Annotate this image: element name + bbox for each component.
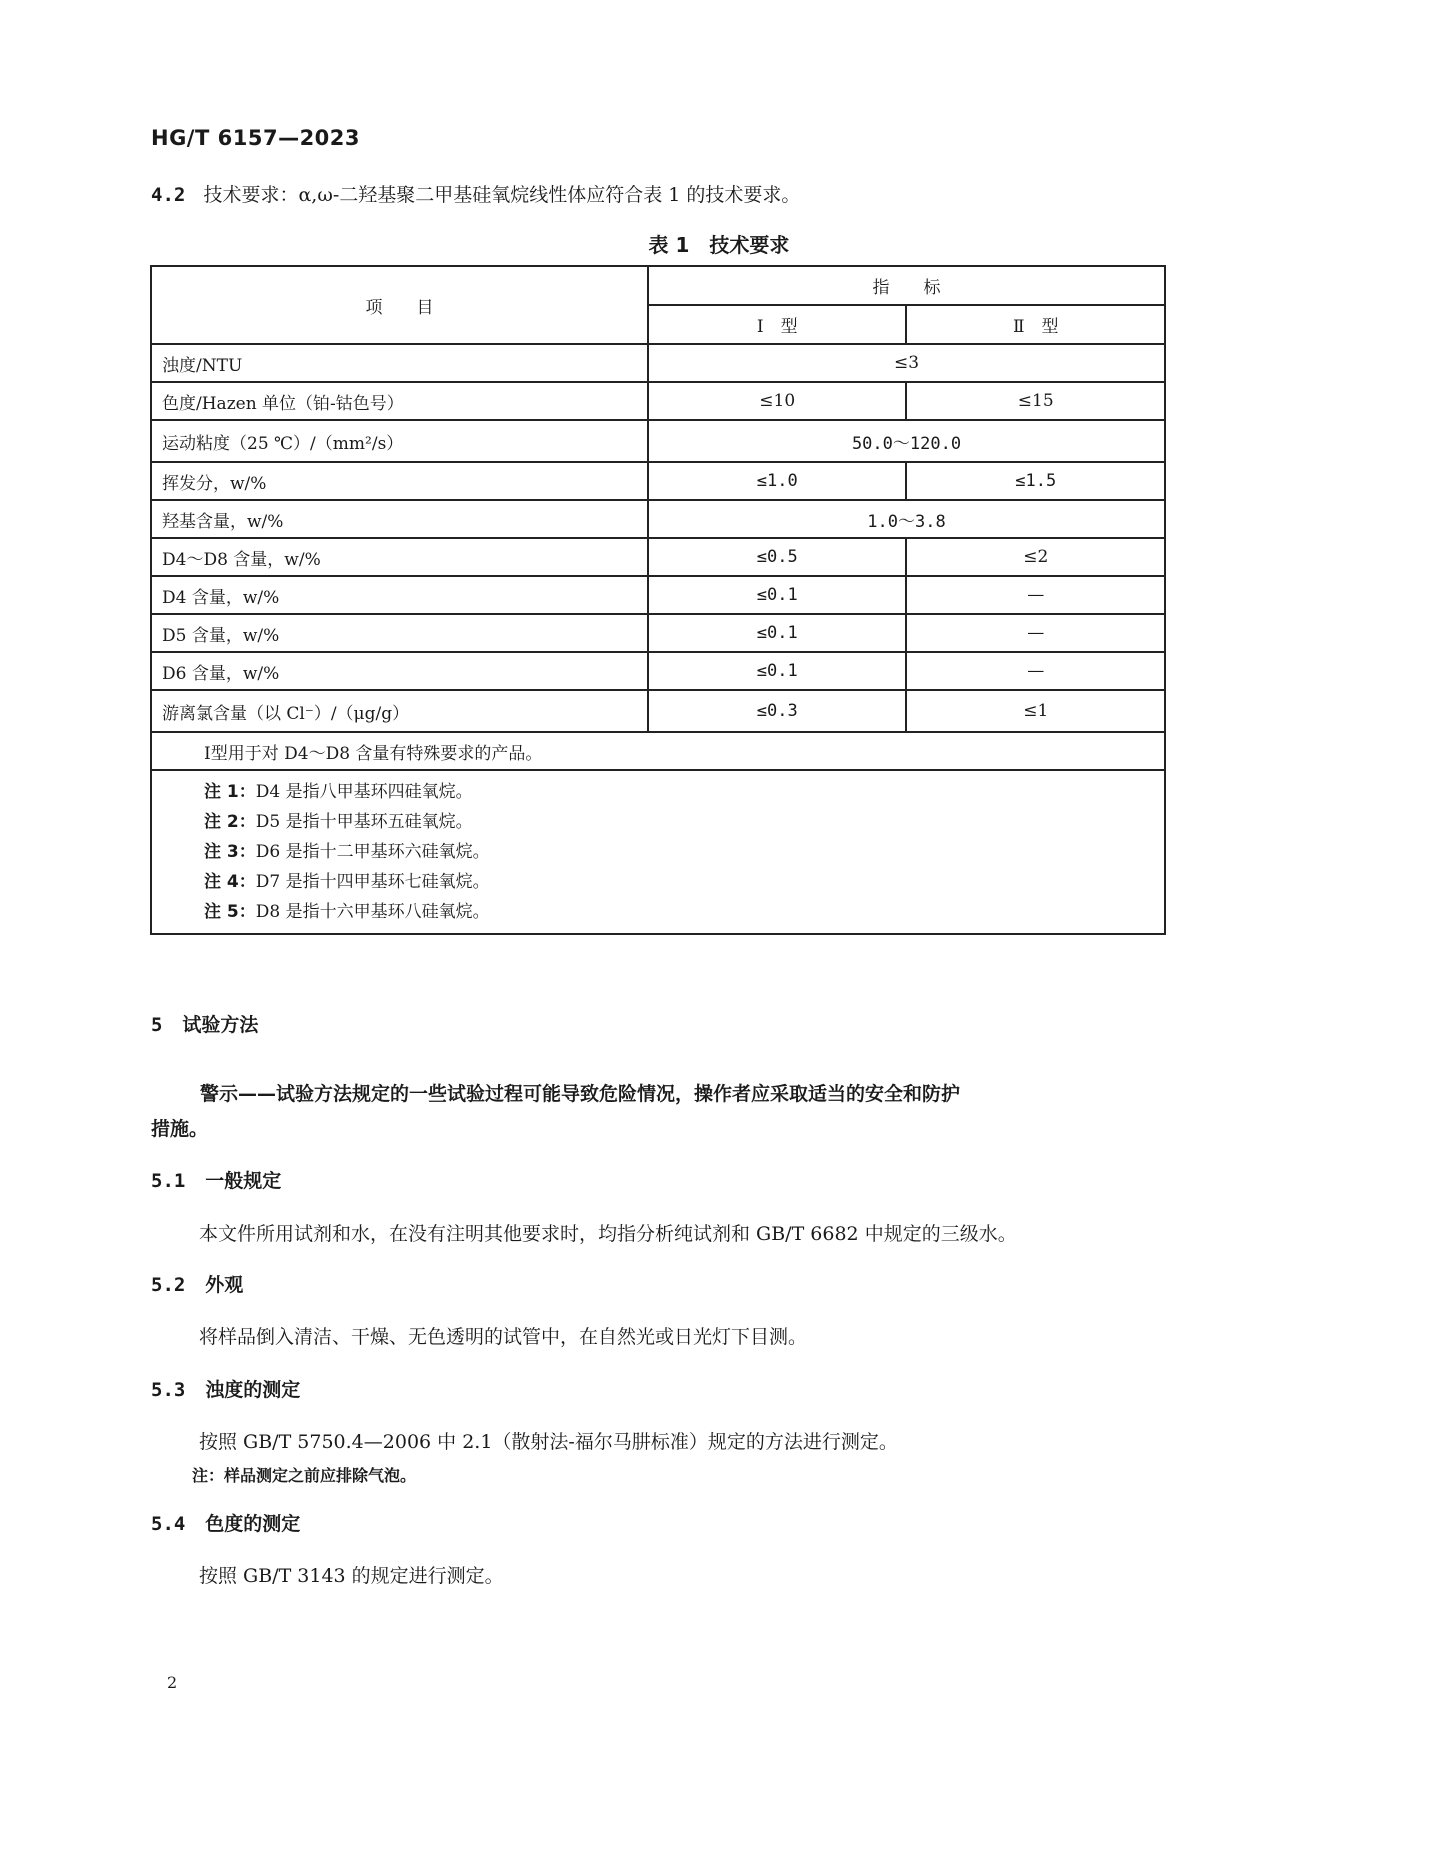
table-row xyxy=(151,462,1165,500)
table-notes xyxy=(151,770,1165,934)
row-value-merged: ≤3 xyxy=(648,344,1165,382)
technical-requirements-table xyxy=(150,265,1166,935)
section-title: 试验方法 xyxy=(182,1014,259,1036)
section-text: 技术要求：α,ω-二羟基聚二甲基硅氧烷线性体应符合表 1 的技术要求。 xyxy=(203,184,801,206)
document-code: HG/T 6157—2023 xyxy=(151,126,361,150)
section-title: 外观 xyxy=(205,1274,244,1296)
note-line xyxy=(204,867,1164,897)
section-number: 5.1 xyxy=(151,1170,186,1192)
row-value-type-1: ≤10 xyxy=(648,382,906,420)
section-5-2-heading xyxy=(151,1272,243,1298)
table-row xyxy=(151,690,1165,732)
row-item: 羟基含量，w/% xyxy=(151,500,648,538)
row-value-merged: 50.0～120.0 xyxy=(648,420,1165,462)
table-title: 表 1 技术要求 xyxy=(648,233,790,257)
row-value-type-1: ≤0.5 xyxy=(648,538,906,576)
note-line xyxy=(204,807,1164,837)
row-value-type-1: ≤0.1 xyxy=(648,652,906,690)
row-item: D5 含量，w/% xyxy=(151,614,648,652)
row-value-type-1: ≤0.1 xyxy=(648,614,906,652)
row-value-type-2: ≤1.5 xyxy=(906,462,1165,500)
table-notes-row xyxy=(151,770,1165,934)
note-label: 注 5： xyxy=(204,902,256,922)
row-item: 运动粘度（25 ℃）/（mm²/s） xyxy=(151,420,648,462)
table-header-row xyxy=(151,266,1165,305)
section-5-3-note: 注：样品测定之前应排除气泡。 xyxy=(192,1466,417,1485)
section-5-4-text: 按照 GB/T 3143 的规定进行测定。 xyxy=(199,1565,504,1587)
section-5-3-text: 按照 GB/T 5750.4—2006 中 2.1（散射法-福尔马肼标准）规定的方法进行测定。 xyxy=(199,1431,898,1453)
warning-line-1: 警示——试验方法规定的一些试验过程可能导致危险情况，操作者应采取适当的安全和防护 xyxy=(200,1083,961,1105)
row-value-type-2: ≤15 xyxy=(906,382,1165,420)
table-row xyxy=(151,344,1165,382)
section-5-1-heading xyxy=(151,1168,281,1194)
header-type-2: Ⅱ 型 xyxy=(906,305,1165,344)
note-text: D4 是指八甲基环四硅氧烷。 xyxy=(255,782,473,802)
row-value-type-1: ≤0.1 xyxy=(648,576,906,614)
note-text: D6 是指十二甲基环六硅氧烷。 xyxy=(255,842,490,862)
table-row xyxy=(151,420,1165,462)
note-line xyxy=(204,897,1164,927)
section-5-heading xyxy=(151,1012,258,1038)
row-item: 浊度/NTU xyxy=(151,344,648,382)
section-title: 一般规定 xyxy=(205,1170,282,1192)
table-row xyxy=(151,382,1165,420)
note-text: D5 是指十甲基环五硅氧烷。 xyxy=(255,812,473,832)
table-footnote-row xyxy=(151,732,1165,770)
row-value-type-1: ≤0.3 xyxy=(648,690,906,732)
table-row xyxy=(151,538,1165,576)
section-number: 5.2 xyxy=(151,1274,186,1296)
row-item: D4 含量，w/% xyxy=(151,576,648,614)
note-label: 注 1： xyxy=(204,782,256,802)
section-5-1-text: 本文件所用试剂和水，在没有注明其他要求时，均指分析纯试剂和 GB/T 6682 中规定的三级水。 xyxy=(199,1223,1017,1245)
section-5-2-text: 将样品倒入清洁、干燥、无色透明的试管中，在自然光或日光灯下目测。 xyxy=(199,1326,808,1348)
table-row xyxy=(151,500,1165,538)
section-number: 5.3 xyxy=(151,1379,186,1401)
note-label: 注 2： xyxy=(204,812,256,832)
header-index: 指 标 xyxy=(648,266,1165,305)
section-5-4-heading xyxy=(151,1511,300,1537)
header-item: 项 目 xyxy=(151,266,648,344)
row-item: 挥发分，w/% xyxy=(151,462,648,500)
note-text: D8 是指十六甲基环八硅氧烷。 xyxy=(255,902,490,922)
row-value-type-2: ≤1 xyxy=(906,690,1165,732)
header-type-1: Ⅰ 型 xyxy=(648,305,906,344)
note-line xyxy=(204,837,1164,867)
section-title: 浊度的测定 xyxy=(205,1379,301,1401)
row-value-type-2: — xyxy=(906,576,1165,614)
table-row xyxy=(151,614,1165,652)
warning-line-2: 措施。 xyxy=(151,1118,209,1140)
note-text: D7 是指十四甲基环七硅氧烷。 xyxy=(255,872,490,892)
row-value-merged: 1.0～3.8 xyxy=(648,500,1165,538)
section-number: 5 xyxy=(151,1014,163,1036)
row-item: 色度/Hazen 单位（铂-钴色号） xyxy=(151,382,648,420)
section-4-2 xyxy=(151,182,800,208)
row-value-type-1: ≤1.0 xyxy=(648,462,906,500)
note-label: 注 3： xyxy=(204,842,256,862)
row-value-type-2: — xyxy=(906,652,1165,690)
row-value-type-2: ≤2 xyxy=(906,538,1165,576)
section-number: 4.2 xyxy=(151,184,186,206)
row-item: D4～D8 含量，w/% xyxy=(151,538,648,576)
section-number: 5.4 xyxy=(151,1513,186,1535)
row-item: D6 含量，w/% xyxy=(151,652,648,690)
note-label: 注 4： xyxy=(204,872,256,892)
table-footnote: Ⅰ型用于对 D4～D8 含量有特殊要求的产品。 xyxy=(151,732,1165,770)
section-5-3-heading xyxy=(151,1377,300,1403)
page-number: 2 xyxy=(167,1673,178,1692)
table-row xyxy=(151,652,1165,690)
row-value-type-2: — xyxy=(906,614,1165,652)
section-title: 色度的测定 xyxy=(205,1513,301,1535)
row-item: 游离氯含量（以 Cl⁻）/（μg/g） xyxy=(151,690,648,732)
note-line xyxy=(204,777,1164,807)
table-row xyxy=(151,576,1165,614)
